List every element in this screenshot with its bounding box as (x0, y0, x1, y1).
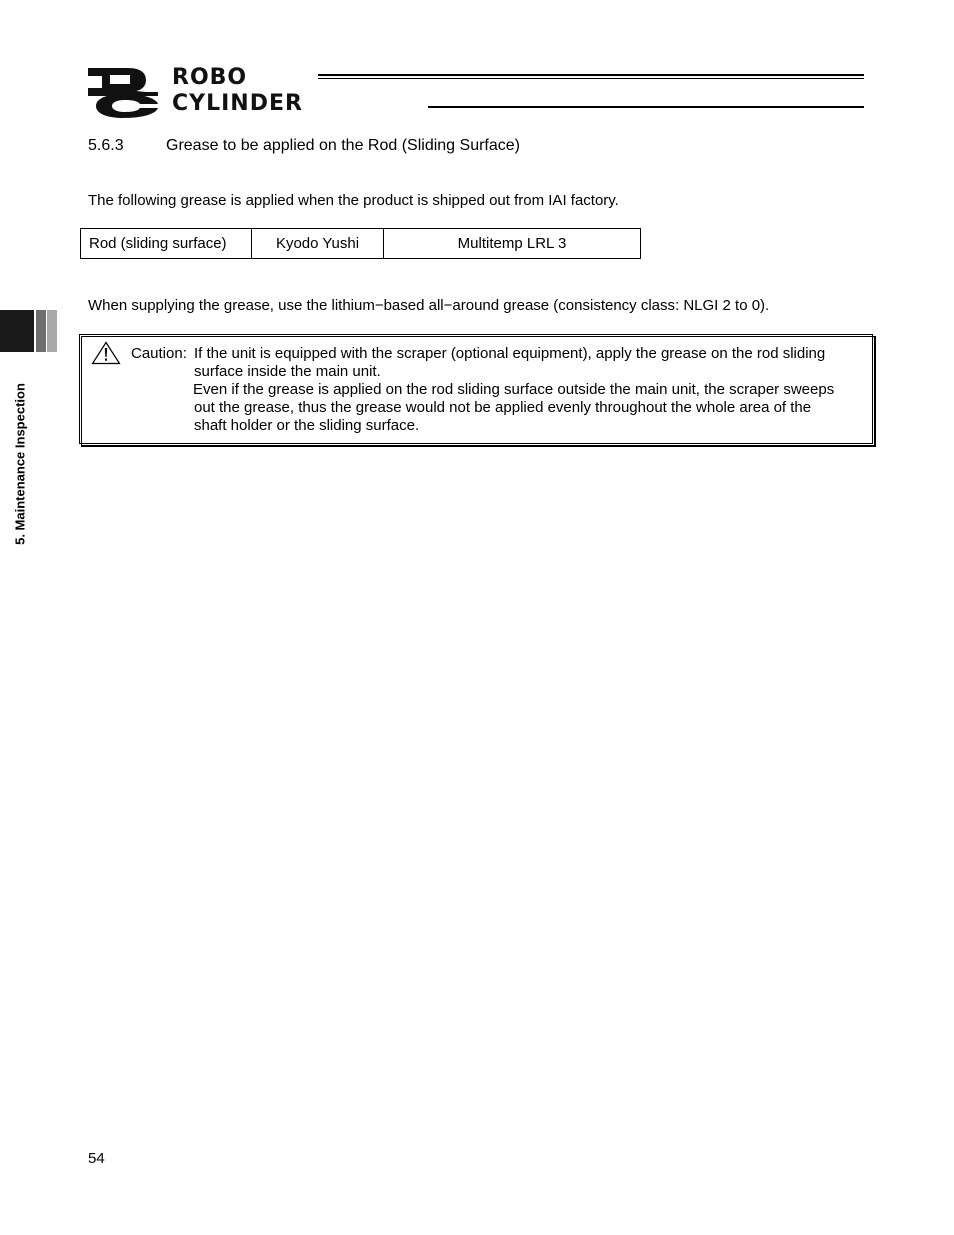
chapter-side-label-text: 5. Maintenance Inspection (12, 383, 28, 545)
caution-line: out the grease, thus the grease would not be applied evenly throughout the whole area of the (194, 399, 812, 416)
caution-line: surface inside the main unit. (194, 363, 381, 380)
warning-triangle-icon (91, 341, 121, 365)
caution-label: Caution: (131, 345, 187, 362)
section-title: Grease to be applied on the Rod (Sliding Surface) (166, 137, 520, 154)
intro-paragraph: The following grease is applied when the product is shipped out from IAI factory. (88, 192, 619, 209)
caution-line: Even if the grease is applied on the rod sliding surface outside the main unit, the scraper sweeps (193, 381, 835, 398)
section-number: 5.6.3 (88, 137, 124, 154)
chapter-tab-shade-1 (36, 310, 46, 352)
header-rule-top (318, 74, 864, 76)
chapter-tab-marker (0, 310, 34, 352)
table-row (81, 229, 641, 259)
header-rule-bottom (428, 106, 864, 108)
caution-text (194, 345, 864, 435)
table-cell-maker: Kyodo Yushi (252, 229, 384, 259)
chapter-tab-shade-2 (47, 310, 57, 352)
brand-wordmark-line2: CYLINDER (172, 91, 303, 116)
header-rule-top-thin (318, 78, 864, 79)
caution-line: If the unit is equipped with the scraper (optional equipment), apply the grease on the rod sliding (194, 345, 826, 362)
table-cell-product: Multitemp LRL 3 (384, 229, 641, 259)
table-cell-location: Rod (sliding surface) (81, 229, 252, 259)
brand-wordmark (172, 66, 303, 116)
caution-line: shaft holder or the sliding surface. (194, 417, 420, 434)
page-number: 54 (88, 1150, 105, 1167)
brand-wordmark-line1: ROBO (172, 65, 248, 90)
grease-table (80, 228, 641, 259)
rc-logo-icon (88, 66, 162, 118)
chapter-side-label (0, 366, 40, 562)
supply-note-paragraph: When supplying the grease, use the lithium−based all−around grease (consistency class: NLGI 2 to 0). (88, 297, 770, 314)
